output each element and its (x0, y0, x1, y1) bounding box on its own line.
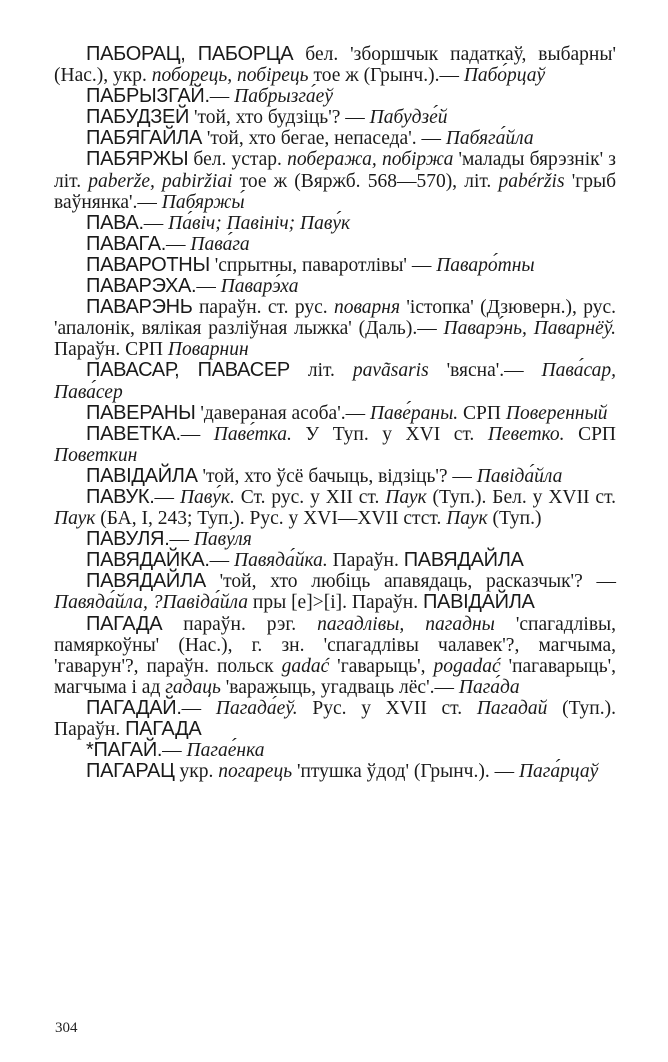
entry-headword: ПАВА. (86, 211, 144, 234)
dictionary-entry (54, 213, 616, 234)
entry-text: — (196, 276, 221, 298)
entry-text: — (154, 486, 180, 508)
entry-headword: ПАВЯДАЙЛА (86, 570, 206, 593)
entry-headword: ПАГАДА (86, 612, 163, 635)
entry-text: — (143, 212, 169, 234)
dictionary-entry (54, 698, 616, 740)
entry-headword: ПАВАРОТНЫ (86, 253, 210, 276)
entry-italic-form: pabéržis (498, 170, 565, 192)
entry-italic-form: Паварэ́ха (220, 276, 299, 298)
entry-headword: ПАБЯГАЙЛА (86, 127, 203, 150)
entry-italic-form: Паве́раны. (369, 402, 459, 424)
entry-headword: *ПАГАЙ. (86, 739, 163, 762)
entry-italic-form: Павяда́йка. (234, 550, 328, 572)
entry-text: — (166, 233, 191, 255)
entry-italic-form: Пага́да (458, 676, 520, 698)
entry-headword: ПАВАРЭХА. (86, 275, 197, 298)
entry-text: (Туп.). Бел. у XVII ст. (426, 486, 617, 508)
entry-italic-form: Пабо́рцаў (463, 65, 546, 87)
entry-text: — (209, 550, 235, 572)
dictionary-entry (54, 614, 616, 698)
entry-italic-form: гадаць (165, 676, 221, 698)
entry-text: Рус. у XVII ст. (297, 697, 477, 719)
entry-text: — (209, 86, 235, 108)
entry-headword: ПАВАГА. (86, 232, 167, 255)
entry-headword: ПАВЕТКА. (86, 422, 181, 445)
dictionary-entry (54, 234, 616, 255)
entry-italic-form: погарець (218, 761, 293, 783)
entry-text: 'той, хто будзіць'? — (189, 107, 370, 129)
entry-italic-form: Паварэ́нь, Паварнёў. (443, 318, 616, 340)
entry-text: бел. устар. (188, 149, 288, 171)
entry-italic-form: побеража, побіржа (287, 149, 454, 171)
entry-italic-form: Певетко. (487, 423, 565, 445)
entry-headword: ПАВІДАЙЛА (86, 464, 198, 487)
entry-text: 'малады бярэзнік' з літ. (54, 149, 617, 192)
entry-italic-form: gadać (281, 655, 330, 677)
entry-text: СРП (564, 423, 616, 445)
entry-text: укр. (174, 761, 219, 783)
entry-headword: ПАБОРАЦ, ПАБОРЦА (86, 43, 294, 65)
entry-italic-form: pavãsaris (352, 360, 429, 382)
dictionary-entry (54, 466, 616, 487)
entry-italic-form: поварня (333, 297, 401, 319)
entry-text: літ. (289, 360, 353, 382)
entry-headword: ПАВУЛЯ. (86, 528, 170, 551)
entry-italic-form: Пабрызга́еў (234, 86, 333, 108)
entry-headword: ПАВЯДАЙЛА (403, 549, 524, 572)
entry-headword: ПАВАСАР, ПАВАСЕР (86, 359, 290, 382)
entry-italic-form: пагадлівы, пагадны (317, 613, 495, 635)
entry-italic-form: Пабяга́йла (445, 128, 534, 150)
entry-text: тое ж (Грынч.).— (308, 65, 464, 87)
dictionary-entry (54, 86, 616, 107)
entry-text: параўн. ст. рус. (192, 297, 334, 319)
entry-text: СРП (458, 402, 506, 424)
entry-italic-form: Паук (446, 508, 488, 530)
entries-list (54, 44, 616, 782)
entry-italic-form: Поветкин (54, 444, 138, 466)
entry-text: — (169, 529, 194, 551)
entry-italic-form: Поварнин (167, 339, 249, 361)
entry-italic-form: Павяда́йла, ?Павіда́йла (54, 592, 249, 614)
entry-italic-form: Паук (385, 486, 427, 508)
entry-italic-form: Паву́к. (179, 486, 235, 508)
entry-text: 'той, хто любіць апавядаць, расказчык'? — (205, 571, 616, 593)
entry-italic-form: поборець, побірець (151, 65, 309, 87)
entry-text: параўн. рэг. (162, 613, 318, 635)
entry-italic-form: Пабяржы́ (161, 191, 245, 213)
entry-text: 'грыб ваўнянка'.— (54, 170, 616, 213)
entry-text: 'пагаварыць', магчыма і ад (54, 655, 617, 698)
entry-italic-form: Паве́тка. (213, 423, 292, 445)
dictionary-entry (54, 44, 616, 86)
dictionary-entry (54, 550, 616, 571)
entry-text: 'вясна'.— (428, 360, 542, 382)
entry-italic-form: Паук (54, 508, 96, 530)
entry-text: 'спрытны, паваротлівы' — (209, 254, 437, 276)
entry-italic-form: Паву́ля (193, 529, 252, 551)
entry-text: 'істопка' (Дзюверн.), рус. 'апалонік, вялікая разліўная лыжка' (Даль).— (54, 297, 616, 340)
entry-headword: ПАГАДАЙ. (86, 696, 182, 719)
entry-italic-form: Пава́сар, Пава́сер (54, 360, 616, 403)
entry-headword: ПАБУДЗЕЙ (86, 106, 190, 129)
dictionary-entry (54, 571, 616, 613)
entry-headword: ПАБРЫЗГАЙ. (86, 85, 210, 108)
entry-italic-form: Паваро́тны (436, 254, 535, 276)
entry-text: Ст. рус. у XII ст. (234, 486, 386, 508)
entry-text: Параўн. СРП (54, 339, 168, 361)
entry-headword: ПАГАДА (125, 718, 202, 740)
dictionary-entry (54, 529, 616, 550)
dictionary-entry (54, 403, 616, 424)
dictionary-entry (54, 297, 616, 360)
entry-text: 'той, хто бегае, непаседа'. — (202, 128, 446, 150)
entry-headword: ПАВІДАЙЛА (422, 591, 535, 614)
entry-italic-form: Па́віч; Павініч; Паву́к (168, 212, 351, 234)
dictionary-entry (54, 149, 616, 212)
dictionary-entry (54, 360, 616, 402)
entry-italic-form: Пагае́нка (186, 740, 265, 762)
entry-text: У Туп. у XVI ст. (291, 423, 488, 445)
page-number: 304 (55, 1020, 78, 1036)
entry-italic-form: paberže, pabiržiai (88, 170, 233, 192)
entry-text: 'спагадлівы, памяркоўны' (Нас.), г. зн. 'спагадлівы чалавек'?, магчыма, 'гаварун'?, параўн. польск (54, 613, 617, 677)
entry-text: (Туп.). Параўн. (54, 697, 616, 740)
entry-italic-form: Павіда́йла (476, 465, 563, 487)
entry-text: — (180, 423, 214, 445)
dictionary-entry (54, 107, 616, 128)
entry-italic-form: Пагада́еў. (215, 697, 298, 719)
dictionary-entry (54, 128, 616, 149)
entry-headword: ПАБЯРЖЫ (86, 148, 189, 171)
entry-headword: ПАВУК. (86, 485, 155, 508)
entry-text: пры [e]>[i]. Параўн. (248, 592, 423, 614)
entry-text: бел. 'зборшчык падаткаў, выбарны' (Нас.), укр. (54, 44, 616, 87)
dictionary-entry (54, 276, 616, 297)
entry-italic-form: Пава́га (190, 233, 250, 255)
entry-italic-form: pogadać (433, 655, 501, 677)
entry-italic-form: Пагадай (476, 697, 548, 719)
entry-italic-form: Поверенный (505, 402, 608, 424)
entry-italic-form: Пабудзе́й (369, 107, 448, 129)
entry-text: 'гаварыць', (329, 655, 434, 677)
entry-headword: ПАВЯДАЙКА. (86, 549, 210, 572)
entry-headword: ПАВЕРАНЫ (86, 401, 196, 424)
entry-text: (Туп.) (487, 508, 542, 530)
entry-headword: ПАВАРЭНЬ (86, 296, 193, 319)
entry-text: Параўн. (327, 550, 404, 572)
entry-text: 'птушка ўдод' (Грынч.). — (292, 761, 519, 783)
entry-text: 'той, хто ўсё бачыць, відзіць'? — (197, 465, 477, 487)
entry-text: — (162, 740, 187, 762)
dictionary-entry (54, 255, 616, 276)
dictionary-entry (54, 424, 616, 466)
dictionary-entry (54, 761, 616, 782)
entry-italic-form: Пага́рцаў (518, 761, 599, 783)
entry-text: — (181, 697, 216, 719)
dictionary-entry (54, 740, 616, 761)
entry-text: 'варажыць, угадваць лёс'.— (220, 676, 459, 698)
dictionary-entry (54, 487, 616, 529)
entry-headword: ПАГАРАЦ (86, 760, 175, 783)
entry-text: тое ж (Вяржб. 568—570), літ. (232, 170, 499, 192)
entry-text: (БА, I, 243; Туп.). Рус. у XVI—XVII стст. (95, 508, 447, 530)
entry-text: 'давераная асоба'.— (195, 402, 370, 424)
